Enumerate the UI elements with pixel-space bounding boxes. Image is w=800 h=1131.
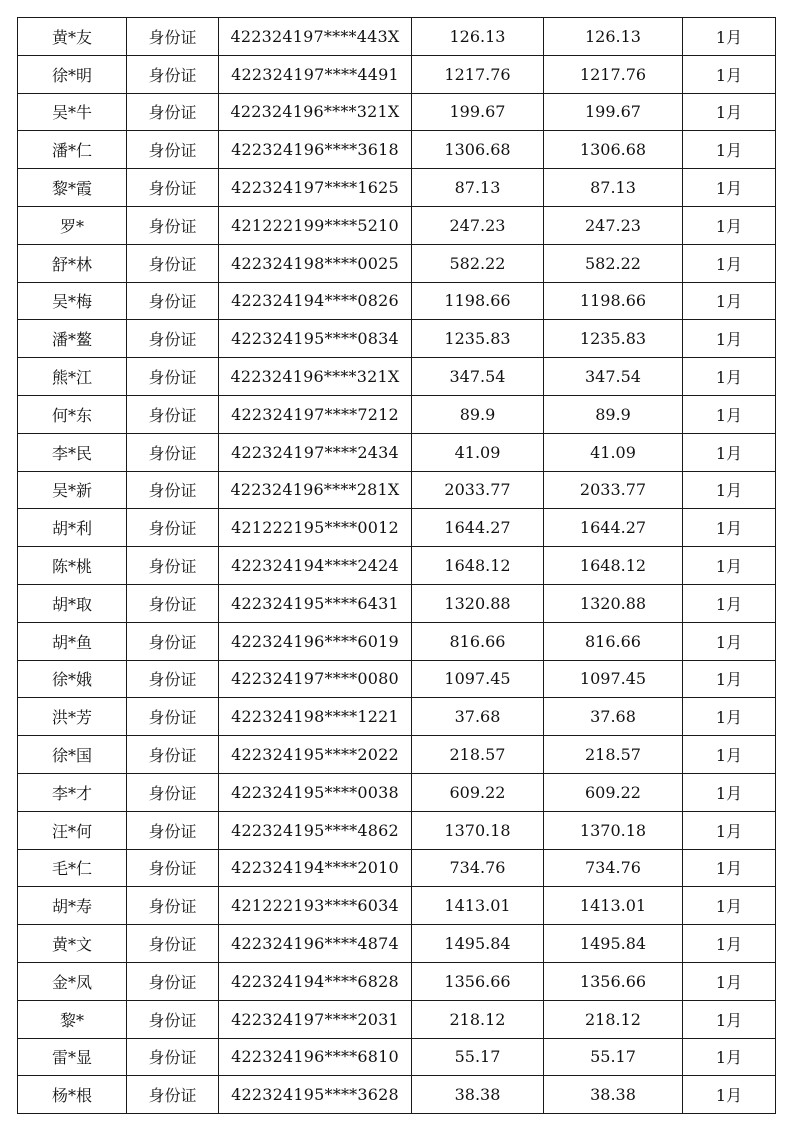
cell-id-number: 422324196****4874 [219,925,412,963]
cell-amount-paid: 126.13 [544,18,683,56]
cell-amount-paid: 1198.66 [544,282,683,320]
cell-id-number: 422324194****2424 [219,547,412,585]
cell-doc-type: 身份证 [127,244,219,282]
cell-id-number: 422324195****3628 [219,1076,412,1114]
cell-amount: 38.38 [412,1076,544,1114]
table-row [18,1000,776,1038]
cell-doc-type: 身份证 [127,18,219,56]
cell-amount-paid: 2033.77 [544,471,683,509]
cell-name: 黎* [18,1000,127,1038]
table-row [18,93,776,131]
cell-amount: 89.9 [412,395,544,433]
table-row [18,962,776,1000]
cell-doc-type: 身份证 [127,547,219,585]
cell-doc-type: 身份证 [127,811,219,849]
cell-id-number: 422324195****6431 [219,584,412,622]
cell-name: 胡*利 [18,509,127,547]
table-row [18,887,776,925]
cell-id-number: 422324194****2010 [219,849,412,887]
cell-amount-paid: 218.57 [544,736,683,774]
cell-amount-paid: 609.22 [544,773,683,811]
cell-name: 舒*林 [18,244,127,282]
cell-month: 1月 [683,736,776,774]
table-row [18,925,776,963]
cell-id-number: 422324195****4862 [219,811,412,849]
cell-name: 洪*芳 [18,698,127,736]
cell-id-number: 422324196****321X [219,93,412,131]
cell-name: 潘*鳌 [18,320,127,358]
cell-amount-paid: 55.17 [544,1038,683,1076]
cell-amount: 37.68 [412,698,544,736]
cell-id-number: 422324197****443X [219,18,412,56]
table-row [18,131,776,169]
cell-id-number: 421222195****0012 [219,509,412,547]
cell-id-number: 422324195****0834 [219,320,412,358]
cell-id-number: 422324198****1221 [219,698,412,736]
cell-id-number: 422324196****3618 [219,131,412,169]
cell-doc-type: 身份证 [127,131,219,169]
cell-doc-type: 身份证 [127,660,219,698]
cell-amount-paid: 87.13 [544,169,683,207]
cell-amount: 1356.66 [412,962,544,1000]
cell-doc-type: 身份证 [127,509,219,547]
cell-month: 1月 [683,206,776,244]
cell-amount-paid: 1356.66 [544,962,683,1000]
cell-id-number: 422324196****6810 [219,1038,412,1076]
cell-id-number: 422324197****1625 [219,169,412,207]
cell-amount-paid: 734.76 [544,849,683,887]
cell-month: 1月 [683,622,776,660]
cell-amount: 218.12 [412,1000,544,1038]
table-row [18,773,776,811]
cell-name: 吴*梅 [18,282,127,320]
cell-name: 胡*取 [18,584,127,622]
cell-name: 金*凤 [18,962,127,1000]
cell-amount-paid: 1235.83 [544,320,683,358]
table-row [18,1076,776,1114]
cell-amount: 55.17 [412,1038,544,1076]
cell-month: 1月 [683,962,776,1000]
cell-name: 汪*何 [18,811,127,849]
cell-month: 1月 [683,320,776,358]
cell-id-number: 422324197****0080 [219,660,412,698]
cell-amount: 582.22 [412,244,544,282]
cell-month: 1月 [683,131,776,169]
table-row [18,55,776,93]
cell-id-number: 421222193****6034 [219,887,412,925]
cell-amount: 1320.88 [412,584,544,622]
cell-name: 杨*根 [18,1076,127,1114]
cell-name: 黄*友 [18,18,127,56]
cell-id-number: 422324197****2031 [219,1000,412,1038]
cell-month: 1月 [683,358,776,396]
cell-amount-paid: 1648.12 [544,547,683,585]
cell-month: 1月 [683,547,776,585]
cell-name: 胡*鱼 [18,622,127,660]
cell-month: 1月 [683,660,776,698]
cell-id-number: 422324195****0038 [219,773,412,811]
cell-month: 1月 [683,811,776,849]
table-row [18,320,776,358]
table-row [18,811,776,849]
table-row [18,660,776,698]
cell-amount-paid: 1097.45 [544,660,683,698]
cell-amount: 1235.83 [412,320,544,358]
cell-name: 李*民 [18,433,127,471]
cell-amount-paid: 247.23 [544,206,683,244]
cell-id-number: 422324194****6828 [219,962,412,1000]
cell-amount-paid: 1644.27 [544,509,683,547]
cell-doc-type: 身份证 [127,395,219,433]
cell-month: 1月 [683,282,776,320]
cell-doc-type: 身份证 [127,471,219,509]
table-row [18,698,776,736]
cell-doc-type: 身份证 [127,169,219,207]
cell-name: 黄*文 [18,925,127,963]
table-row [18,358,776,396]
cell-doc-type: 身份证 [127,925,219,963]
cell-month: 1月 [683,584,776,622]
cell-id-number: 422324196****281X [219,471,412,509]
cell-id-number: 422324198****0025 [219,244,412,282]
table-row [18,206,776,244]
cell-doc-type: 身份证 [127,887,219,925]
cell-doc-type: 身份证 [127,433,219,471]
cell-amount: 609.22 [412,773,544,811]
cell-month: 1月 [683,509,776,547]
cell-id-number: 422324197****4491 [219,55,412,93]
cell-month: 1月 [683,773,776,811]
cell-name: 吴*新 [18,471,127,509]
cell-doc-type: 身份证 [127,1000,219,1038]
cell-amount: 1198.66 [412,282,544,320]
cell-amount: 1370.18 [412,811,544,849]
cell-name: 黎*霞 [18,169,127,207]
cell-amount-paid: 1370.18 [544,811,683,849]
cell-doc-type: 身份证 [127,1038,219,1076]
cell-name: 徐*娥 [18,660,127,698]
cell-name: 吴*牛 [18,93,127,131]
table-row [18,509,776,547]
cell-amount-paid: 199.67 [544,93,683,131]
cell-doc-type: 身份证 [127,93,219,131]
cell-amount-paid: 1413.01 [544,887,683,925]
cell-amount-paid: 89.9 [544,395,683,433]
cell-month: 1月 [683,395,776,433]
cell-doc-type: 身份证 [127,698,219,736]
cell-month: 1月 [683,925,776,963]
cell-doc-type: 身份证 [127,1076,219,1114]
subsidy-table [17,17,776,1114]
cell-month: 1月 [683,169,776,207]
cell-amount-paid: 41.09 [544,433,683,471]
cell-name: 熊*江 [18,358,127,396]
cell-name: 李*才 [18,773,127,811]
cell-amount-paid: 582.22 [544,244,683,282]
cell-id-number: 422324197****7212 [219,395,412,433]
cell-doc-type: 身份证 [127,622,219,660]
cell-id-number: 421222199****5210 [219,206,412,244]
cell-id-number: 422324194****0826 [219,282,412,320]
cell-month: 1月 [683,1038,776,1076]
table-row [18,471,776,509]
cell-doc-type: 身份证 [127,773,219,811]
cell-amount: 126.13 [412,18,544,56]
cell-name: 陈*桃 [18,547,127,585]
cell-month: 1月 [683,698,776,736]
cell-amount-paid: 816.66 [544,622,683,660]
cell-doc-type: 身份证 [127,736,219,774]
cell-amount: 218.57 [412,736,544,774]
cell-month: 1月 [683,93,776,131]
cell-amount: 347.54 [412,358,544,396]
cell-month: 1月 [683,55,776,93]
cell-month: 1月 [683,1076,776,1114]
cell-doc-type: 身份证 [127,584,219,622]
cell-amount: 1644.27 [412,509,544,547]
cell-amount: 1097.45 [412,660,544,698]
cell-name: 罗* [18,206,127,244]
cell-month: 1月 [683,433,776,471]
cell-amount-paid: 38.38 [544,1076,683,1114]
cell-amount: 199.67 [412,93,544,131]
cell-id-number: 422324196****321X [219,358,412,396]
cell-amount-paid: 218.12 [544,1000,683,1038]
table-row [18,395,776,433]
cell-doc-type: 身份证 [127,55,219,93]
cell-month: 1月 [683,849,776,887]
cell-amount: 247.23 [412,206,544,244]
table-row [18,1038,776,1076]
cell-name: 徐*国 [18,736,127,774]
cell-month: 1月 [683,887,776,925]
cell-amount-paid: 1320.88 [544,584,683,622]
table-row [18,282,776,320]
cell-month: 1月 [683,471,776,509]
cell-amount-paid: 1217.76 [544,55,683,93]
cell-month: 1月 [683,18,776,56]
cell-amount: 1306.68 [412,131,544,169]
cell-doc-type: 身份证 [127,206,219,244]
cell-name: 潘*仁 [18,131,127,169]
cell-id-number: 422324196****6019 [219,622,412,660]
cell-amount: 1495.84 [412,925,544,963]
cell-doc-type: 身份证 [127,849,219,887]
cell-doc-type: 身份证 [127,320,219,358]
table-row [18,849,776,887]
table-row [18,622,776,660]
cell-name: 徐*明 [18,55,127,93]
cell-amount-paid: 1306.68 [544,131,683,169]
cell-amount: 41.09 [412,433,544,471]
table-row [18,244,776,282]
table-row [18,547,776,585]
cell-amount-paid: 1495.84 [544,925,683,963]
cell-amount: 1217.76 [412,55,544,93]
cell-name: 毛*仁 [18,849,127,887]
table-row [18,433,776,471]
table-body [18,18,776,1114]
table-row [18,18,776,56]
cell-doc-type: 身份证 [127,962,219,1000]
table-row [18,584,776,622]
cell-id-number: 422324197****2434 [219,433,412,471]
cell-amount: 2033.77 [412,471,544,509]
cell-amount: 816.66 [412,622,544,660]
cell-amount: 1413.01 [412,887,544,925]
cell-doc-type: 身份证 [127,358,219,396]
cell-month: 1月 [683,244,776,282]
cell-doc-type: 身份证 [127,282,219,320]
cell-amount: 87.13 [412,169,544,207]
table-row [18,736,776,774]
cell-name: 胡*寿 [18,887,127,925]
cell-amount: 1648.12 [412,547,544,585]
table-row [18,169,776,207]
cell-name: 雷*显 [18,1038,127,1076]
cell-month: 1月 [683,1000,776,1038]
cell-id-number: 422324195****2022 [219,736,412,774]
cell-amount-paid: 347.54 [544,358,683,396]
cell-amount-paid: 37.68 [544,698,683,736]
cell-name: 何*东 [18,395,127,433]
cell-amount: 734.76 [412,849,544,887]
